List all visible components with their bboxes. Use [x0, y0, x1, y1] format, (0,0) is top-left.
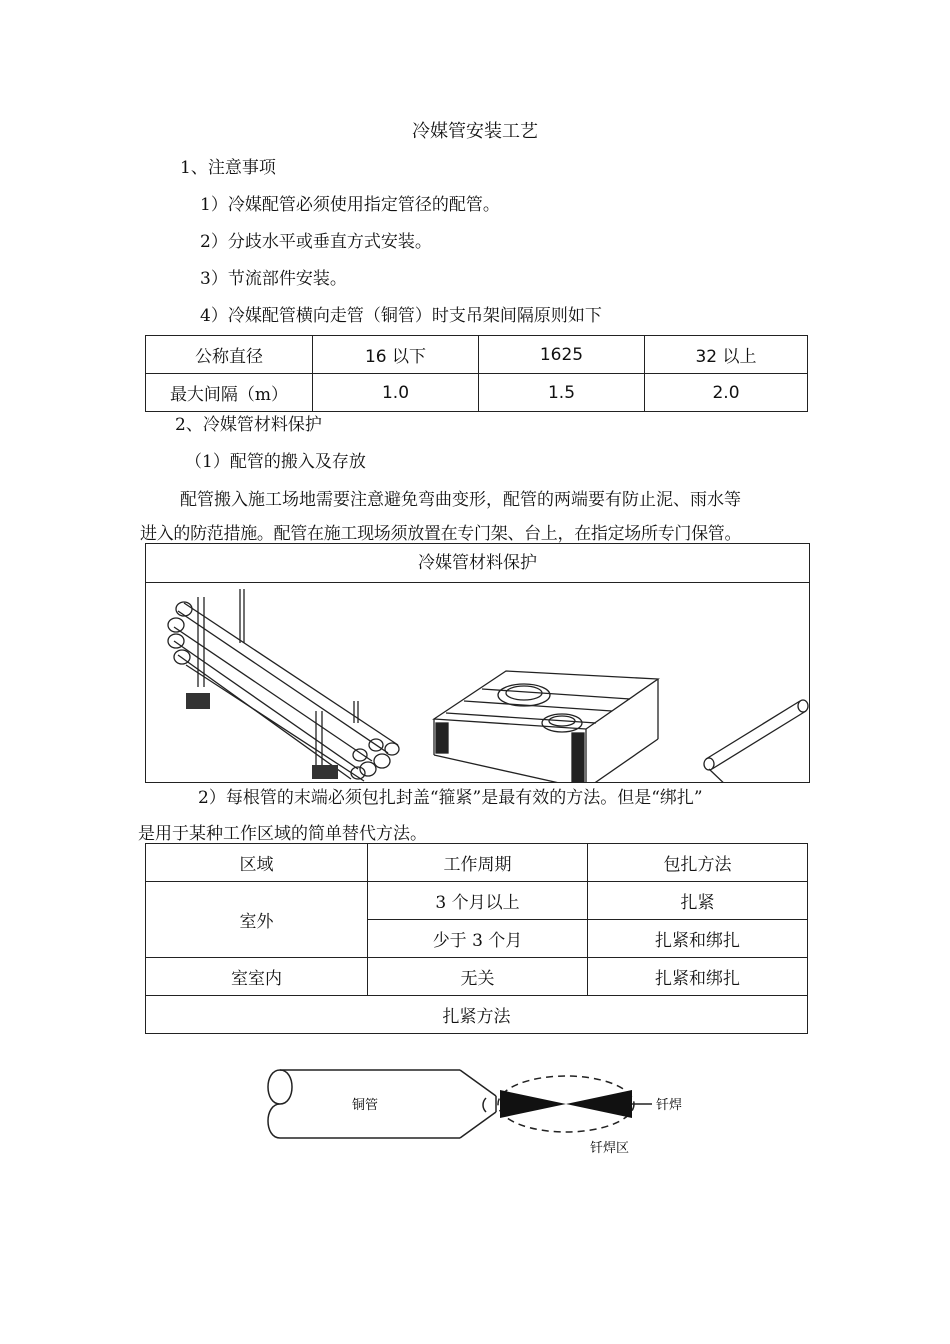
brazed-joint-left	[500, 1090, 566, 1118]
table-cell: 2.0	[645, 374, 808, 412]
figure-header: 冷媒管材料保护	[146, 544, 809, 583]
table-cell: 少于 3 个月	[368, 920, 588, 958]
table-cell-region: 室室内	[146, 958, 368, 996]
table-cell: 16 以下	[313, 336, 479, 374]
zone-label: 钎焊区	[590, 1141, 630, 1156]
platform-storage-drawing	[434, 671, 658, 782]
table-footer-cell: 扎紧方法	[146, 996, 808, 1034]
paragraph-line: 进入的防范措施。配管在施工现场须放置在专门架、台上，在指定场所专门保管。	[140, 524, 742, 544]
wrapping-method-table	[145, 843, 808, 1034]
table-cell: 1.0	[313, 374, 479, 412]
spacing-table	[145, 335, 808, 412]
section2-heading: 2、冷媒管材料保护	[175, 415, 322, 435]
paragraph-line: 是用于某种工作区域的简单替代方法。	[138, 824, 427, 844]
table-cell: 无关	[368, 958, 588, 996]
table-cell: 32 以上	[645, 336, 808, 374]
sleeper-block	[186, 693, 210, 709]
note-item-1: 1）冷媒配管必须使用指定管径的配管。	[200, 195, 500, 215]
section2-subheading: （1）配管的搬入及存放	[185, 452, 366, 472]
brazed-joint-right	[566, 1090, 632, 1118]
table-header-cell: 工作周期	[368, 844, 588, 882]
table-cell-region: 室外	[146, 882, 368, 958]
storage-illustrations	[146, 583, 809, 782]
table-cell: 1.5	[479, 374, 645, 412]
pipe-label: 铜管	[352, 1098, 379, 1113]
weld-label: 钎焊	[656, 1098, 683, 1113]
table-cell: 扎紧	[588, 882, 808, 920]
page-title: 冷媒管安装工艺	[412, 121, 538, 142]
section1-heading: 1、注意事项	[180, 158, 276, 178]
table-cell: 扎紧和绑扎	[588, 958, 808, 996]
table-cell: 扎紧和绑扎	[588, 920, 808, 958]
sleeper-storage-drawing	[168, 589, 399, 781]
note-item-4: 4）冷媒配管横向走管（铜管）时支吊架间隔原则如下	[200, 306, 602, 326]
sleeper-block	[312, 765, 338, 779]
note-item-2: 2）分歧水平或垂直方式安装。	[200, 232, 432, 252]
table-cell: 公称直径	[146, 336, 313, 374]
table-cell: 1625	[479, 336, 645, 374]
paragraph-line: 配管搬入施工场地需要注意避免弯曲变形，配管的两端要有防止泥、雨水等	[180, 490, 741, 510]
brazing-diagram	[260, 1060, 700, 1160]
table-cell: 最大间隔（m）	[146, 374, 313, 412]
capped-pipe-drawing	[704, 700, 808, 782]
material-protection-figure	[145, 543, 810, 783]
paragraph-line: 2）每根管的末端必须包扎封盖“箍紧”是最有效的方法。但是“绑扎”	[198, 788, 703, 808]
table-header-cell: 区域	[146, 844, 368, 882]
table-header-cell: 包扎方法	[588, 844, 808, 882]
table-cell: 3 个月以上	[368, 882, 588, 920]
note-item-3: 3）节流部件安装。	[200, 269, 347, 289]
